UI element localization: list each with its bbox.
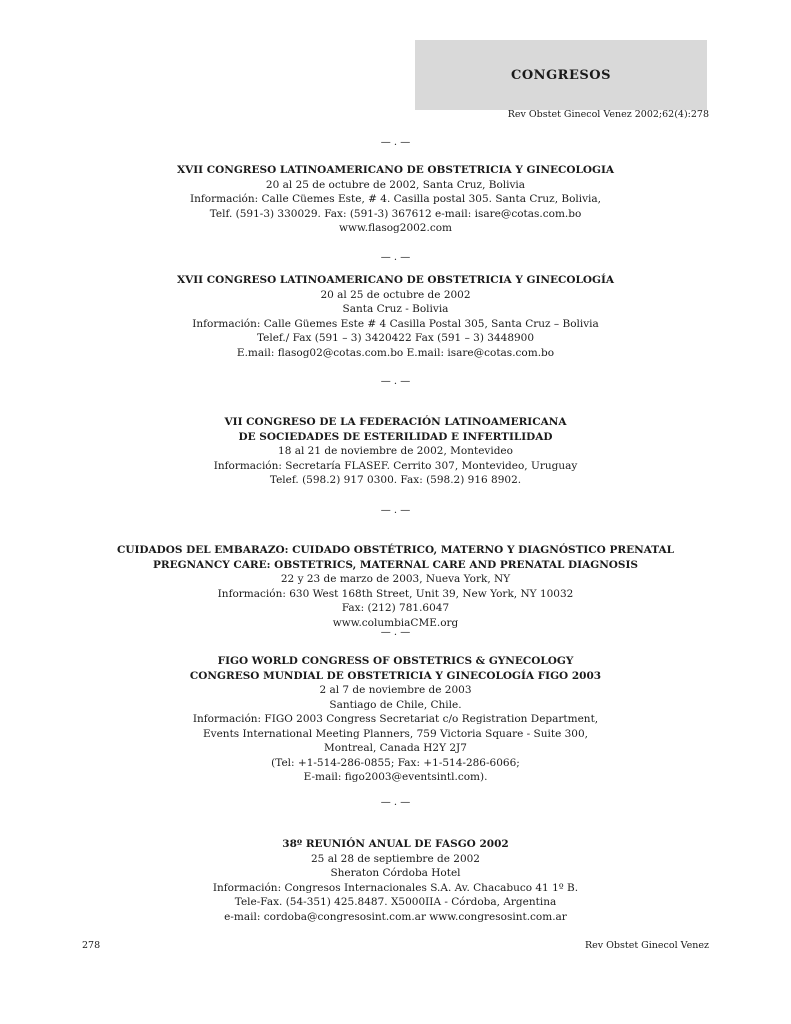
entry-title-line-2: DE SOCIEDADES DE ESTERILIDAD E INFERTILIDAD (238, 430, 553, 443)
congress-entry (0, 654, 791, 785)
entry-line: Información: FIGO 2003 Congress Secretariat c/o Registration Department, (192, 713, 599, 725)
entry-title: XVII CONGRESO LATINOAMERICANO DE OBSTETRICIA Y GINECOLOGÍA (176, 274, 615, 286)
congress-entry (0, 273, 791, 360)
entry-title: 38º REUNIÓN ANUAL DE FASGO 2002 (282, 838, 509, 850)
separator: — . — (380, 137, 411, 148)
entry-title: FIGO WORLD CONGRESS OF OBSTETRICS & GYNECOLOGY (217, 655, 574, 667)
entry-title: XVII CONGRESO LATINOAMERICANO DE OBSTETRICIA Y GINECOLOGIA (176, 164, 615, 176)
entry-line: 18 al 21 de noviembre de 2002, Montevideo (278, 445, 513, 457)
entry-title-line-2: CONGRESO MUNDIAL DE OBSTETRICIA Y GINECOLOGÍA FIGO 2003 (189, 669, 602, 682)
entry-line: E-mail: figo2003@eventsintl.com). (303, 771, 488, 783)
congress-entry (0, 837, 791, 924)
entry-line: E.mail: flasog02@cotas.com.bo E.mail: isare@cotas.com.bo (236, 346, 555, 359)
footer-journal: Rev Obstet Ginecol Venez (584, 940, 709, 951)
separator: — . — (380, 376, 411, 387)
congress-entry (0, 163, 791, 236)
separator: — . — (380, 505, 411, 516)
entry-line: Información: Calle Güemes Este # 4 Casilla Postal 305, Santa Cruz – Bolivia (192, 317, 599, 330)
page-number: 278 (82, 940, 101, 951)
entry-line: www.flasog2002.com (339, 222, 452, 234)
entry-line: Telef. (598.2) 917 0300. Fax: (598.2) 916 8902. (269, 474, 522, 486)
entry-line: Información: Calle Cüemes Este, # 4. Casilla postal 305. Santa Cruz, Bolivia, (189, 193, 602, 205)
separator: — . — (380, 627, 411, 638)
journal-citation: Rev Obstet Ginecol Venez 2002;62(4):278 (507, 109, 709, 120)
entry-line: Información: 630 West 168th Street, Unit 39, New York, NY 10032 (217, 587, 574, 600)
entry-line: 20 al 25 de octubre de 2002 (320, 288, 471, 301)
entry-line: Información: Congresos Internacionales S.A. Av. Chacabuco 41 1º B. (212, 881, 579, 894)
entry-title-line-2: PREGNANCY CARE: OBSTETRICS, MATERNAL CARE AND PRENATAL DIAGNOSIS (152, 558, 639, 571)
congress-entry (0, 543, 791, 630)
entry-line: Events International Meeting Planners, 759 Victoria Square - Suite 300, (203, 727, 588, 740)
entry-line: 25 al 28 de septiembre de 2002 (311, 852, 480, 865)
entry-line: Información: Secretaría FLASEF. Cerrito 307, Montevideo, Uruguay (213, 459, 578, 472)
entry-line: www.columbiaCME.org (332, 616, 459, 629)
entry-line: Santa Cruz - Bolivia (342, 303, 449, 315)
entry-title: CUIDADOS DEL EMBARAZO: CUIDADO OBSTÉTRICO, MATERNO Y DIAGNÓSTICO PRENATAL (116, 544, 675, 556)
section-title: CONGRESOS (511, 68, 611, 83)
entry-line: Santiago de Chile, Chile. (329, 698, 462, 711)
entry-line: Tele-Fax. (54-351) 425.8487. X5000IIA - Córdoba, Argentina (234, 896, 557, 908)
entry-line: Sheraton Córdoba Hotel (330, 867, 461, 879)
entry-line: 2 al 7 de noviembre de 2003 (319, 684, 472, 696)
entry-line: 22 y 23 de marzo de 2003, Nueva York, NY (280, 573, 511, 585)
entry-line: e-mail: cordoba@congresosint.com.ar www.congresosint.com.ar (224, 910, 567, 923)
entry-title: VII CONGRESO DE LA FEDERACIÓN LATINOAMERICANA (224, 416, 567, 428)
entry-line: Telf. (591-3) 330029. Fax: (591-3) 367612 e-mail: isare@cotas.com.bo (209, 207, 582, 220)
entry-line: Fax: (212) 781.6047 (341, 602, 450, 614)
entry-line: 20 al 25 de octubre de 2002, Santa Cruz, Bolivia (265, 178, 526, 191)
separator: — . — (380, 252, 411, 263)
separator: — . — (380, 797, 411, 808)
congress-entry (0, 415, 791, 488)
entry-line: Telef./ Fax (591 – 3) 3420422 Fax (591 – 3) 3448900 (256, 332, 535, 344)
entry-line: Montreal, Canada H2Y 2J7 (324, 742, 467, 754)
entry-line: (Tel: +1-514-286-0855; Fax: +1-514-286-6066; (271, 756, 520, 769)
